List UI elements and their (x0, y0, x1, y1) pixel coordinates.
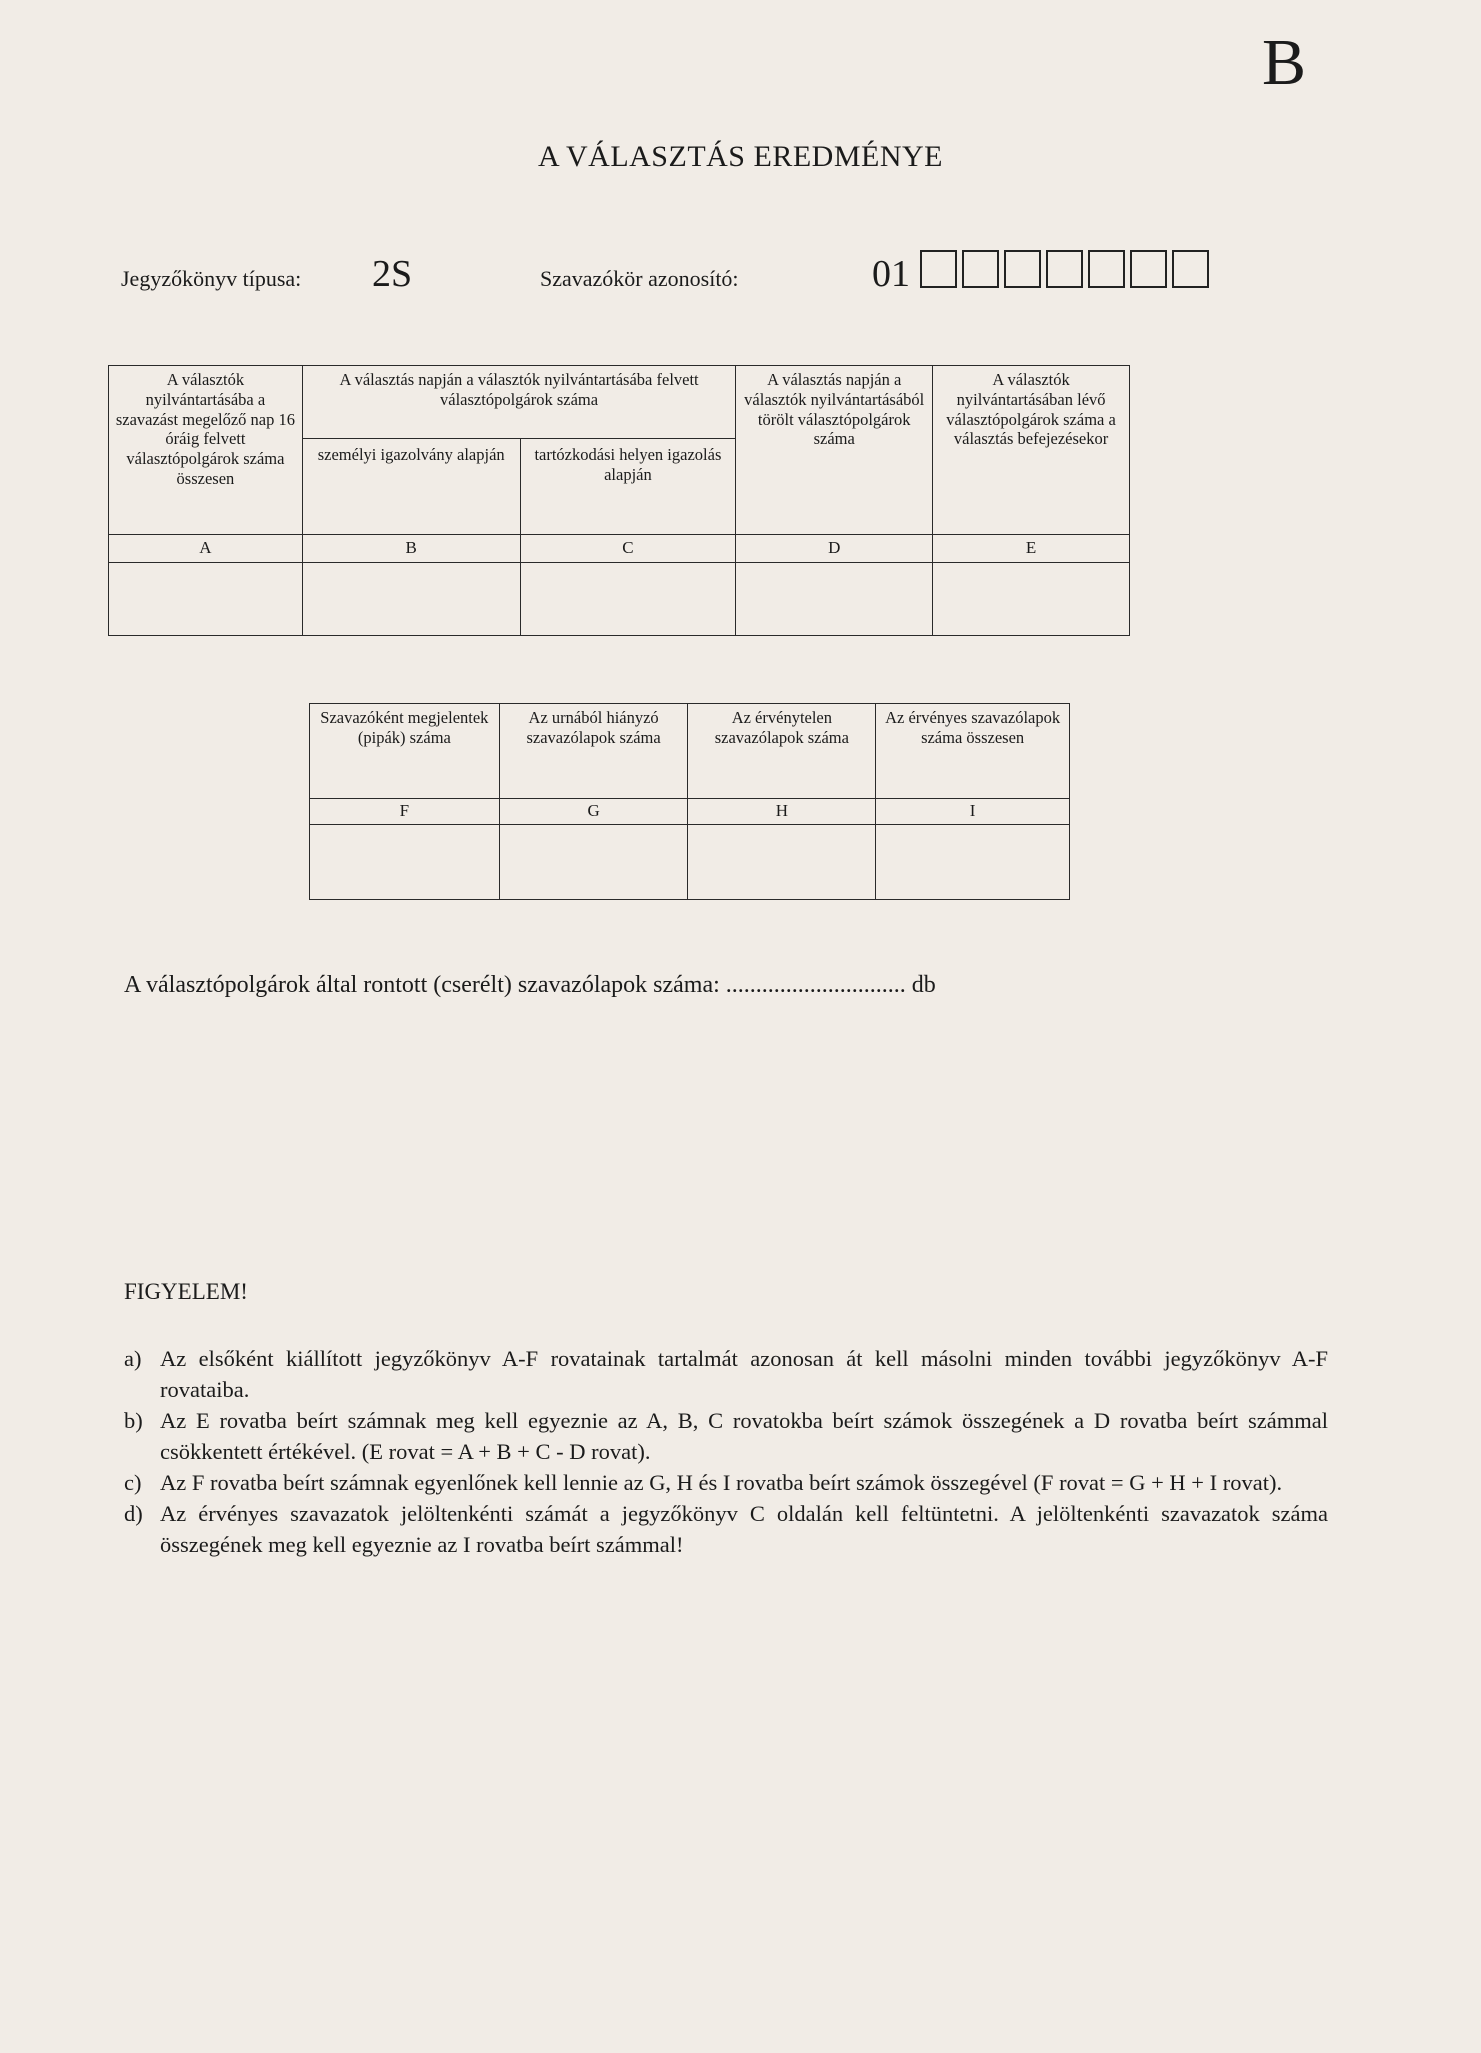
note-text: Az elsőként kiállított jegyzőkönyv A-F rovatainak tartalmát azonosan át kell másolni minden további jegyzőkönyv A-F rovataiba. (160, 1346, 1328, 1402)
letter-f: F (310, 799, 500, 825)
entry-cell-g[interactable] (499, 825, 688, 900)
voter-register-table (108, 365, 1130, 636)
spoiled-ballots-label: A választópolgárok által rontott (cserélt) szavazólapok száma: (124, 972, 720, 998)
district-id-box[interactable] (1004, 250, 1041, 288)
note-mark: a) (124, 1346, 142, 1371)
header-col-g: Az urnából hiányzó szavazólapok száma (499, 704, 688, 799)
header-col-f: Szavazóként megjelentek (pipák) száma (310, 704, 500, 799)
note-mark: d) (124, 1501, 143, 1526)
letter-a: A (109, 535, 303, 563)
entry-cell-d[interactable] (736, 563, 933, 636)
letter-h: H (688, 799, 876, 825)
entry-cell-f[interactable] (310, 825, 500, 900)
note-mark: b) (124, 1408, 143, 1433)
district-id-box[interactable] (1130, 250, 1167, 288)
note-text: Az érvényes szavazatok jelöltenkénti számát a jegyzőkönyv C oldalán kell feltüntetni. A jelöltenkénti szavazatok száma összegének meg kell egyeznie az I rovatba beírt számmal! (160, 1501, 1328, 1557)
note-item (124, 1405, 1328, 1467)
spoiled-ballots-line (124, 972, 936, 999)
header-col-c: tartózkodási helyen igazolás alapján (520, 439, 736, 535)
notes-list (124, 1343, 1328, 1560)
note-item (124, 1467, 1328, 1498)
attention-heading: FIGYELEM! (124, 1279, 248, 1304)
entry-cell-b[interactable] (302, 563, 520, 636)
page-letter: B (1262, 26, 1307, 99)
header-col-h: Az érvénytelen szavazólapok száma (688, 704, 876, 799)
entry-cell-i[interactable] (876, 825, 1070, 900)
district-id-box[interactable] (1088, 250, 1125, 288)
district-id-box[interactable] (1046, 250, 1083, 288)
spoiled-ballots-unit: db (911, 972, 936, 998)
header-col-b: személyi igazolvány alapján (302, 439, 520, 535)
page-title: A VÁLASZTÁS EREDMÉNYE (538, 140, 943, 173)
note-mark: c) (124, 1470, 142, 1495)
district-id-box[interactable] (1172, 250, 1209, 288)
header-col-d: A választás napján a választók nyilvántartásából törölt választópolgárok száma (736, 366, 933, 535)
letter-e: E (933, 535, 1130, 563)
note-item (124, 1498, 1328, 1560)
district-id-box[interactable] (920, 250, 957, 288)
note-text: Az F rovatba beírt számnak egyenlőnek kell lennie az G, H és I rovatba beírt számok összegével (F rovat = G + H + I rovat). (160, 1470, 1283, 1495)
entry-cell-c[interactable] (520, 563, 736, 636)
spoiled-ballots-dots[interactable]: .............................. (725, 972, 906, 998)
district-id-label: Szavazókör azonosító: (540, 266, 739, 291)
district-id-boxes (920, 250, 1214, 288)
protocol-type-label: Jegyzőkönyv típusa: (121, 266, 302, 291)
entry-cell-a[interactable] (109, 563, 303, 636)
district-id-prefix: 01 (872, 253, 910, 295)
header-col-e: A választók nyilvántartásában lévő választópolgárok száma a választás befejezésekor (933, 366, 1130, 535)
letter-d: D (736, 535, 933, 563)
ballot-table (309, 703, 1070, 900)
entry-cell-h[interactable] (688, 825, 876, 900)
note-item (124, 1343, 1328, 1405)
protocol-type-value: 2S (372, 253, 413, 295)
header-col-bc-group: A választás napján a választók nyilvántartásába felvett választópolgárok száma (302, 366, 735, 439)
entry-cell-e[interactable] (933, 563, 1130, 636)
header-col-a: A választók nyilvántartásába a szavazást megelőző nap 16 óráig felvett választópolgárok száma összesen (109, 366, 303, 535)
letter-b: B (302, 535, 520, 563)
letter-c: C (520, 535, 736, 563)
letter-i: I (876, 799, 1070, 825)
letter-g: G (499, 799, 688, 825)
district-id-box[interactable] (962, 250, 999, 288)
note-text: Az E rovatba beírt számnak meg kell egyeznie az A, B, C rovatokba beírt számok összegének a D rovatba beírt számmal csökkentett értékével. (E rovat = A + B + C - D rovat). (160, 1408, 1328, 1464)
header-col-i: Az érvényes szavazólapok száma összesen (876, 704, 1070, 799)
